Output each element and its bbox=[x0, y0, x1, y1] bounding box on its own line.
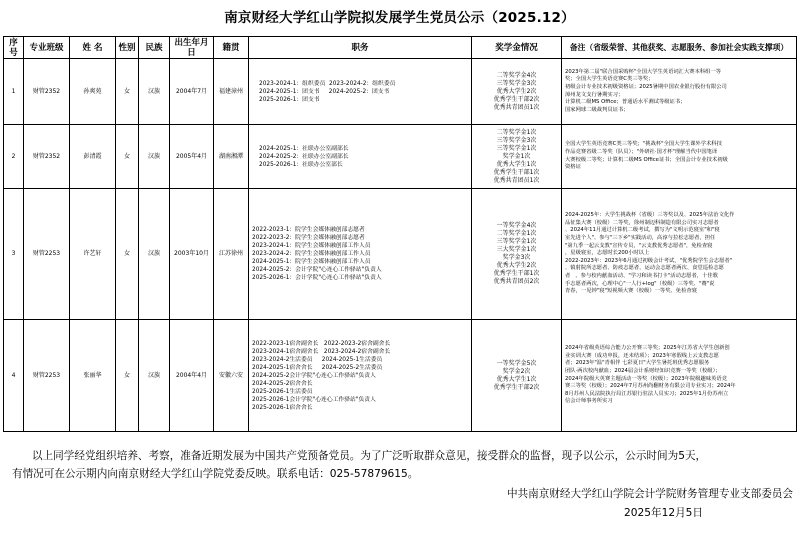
issue-date: 2025年12月5日 bbox=[624, 507, 703, 519]
cell-awards: 二等奖学金1次 三等奖学金3次 三等奖学金1次 奖学金1次 优秀大学生1次 优秀学生干部1次 优秀共青团员1次 bbox=[472, 125, 562, 189]
table-header-row bbox=[4, 37, 797, 59]
page-title: 南京财经大学红山学院拟发展学生党员公示（2025.12） bbox=[224, 10, 575, 26]
cell-birth: 2004年7月 bbox=[170, 59, 214, 125]
cell-no: 3 bbox=[4, 189, 24, 320]
header-awards: 奖学金情况 bbox=[472, 37, 562, 59]
table-row bbox=[4, 189, 797, 320]
cell-class: 财管2253 bbox=[24, 189, 70, 320]
header-no: 序号 bbox=[4, 37, 24, 59]
cell-no: 2 bbox=[4, 125, 24, 189]
header-remarks: 备注（省级荣誉、其他获奖、志愿服务、参加社会实践支撑项） bbox=[562, 37, 797, 59]
cell-remarks: 2024年省级英语综合能力公开赛三等奖；2025年江苏省大学生创新创 业实训大赛（成功申报，还未结项）；2023年寒假线上云支教志愿 者；2023年"温"青相伴 七彩夏日"大学生暑托班优秀志愿服务 团队·两次校内献血；2024届会计系财经知识竞赛一等奖（校级）； 2024年院级大英赛主题活动一等奖（校级）；2023年院级趣味英语竞 赛三等奖（校级）；2024年7月苏州尚翻财务有限公司专业实习；2024年 8月苏州人民法院执行局江苏银行驻法人员实习；2025年1月份苏州立 信会计师事务所实习 bbox=[562, 320, 797, 432]
cell-roles: 2022-2023-1：院学生会媒体融创部志愿者 2022-2023-2：院学生会媒体融创部志愿者 2023-2024-1：院学生会媒体融创部工作人员 2023-2024-2：院学生会媒体融创部工作人员 2024-2025-1：院学生会媒体融创部工作人员 2024-2025-2：会计学院"心连心工作驿站"负责人 2025-2026-1：会计学院"心连心工作驿站"负责人 bbox=[249, 189, 472, 320]
cell-class: 财管2352 bbox=[24, 59, 70, 125]
cell-no: 4 bbox=[4, 320, 24, 432]
header-ethnicity: 民族 bbox=[139, 37, 170, 59]
cell-awards: 二等奖学金4次 三等奖学金3次 优秀大学生2次 优秀学生干部2次 优秀共青团员1次 bbox=[472, 59, 562, 125]
table-row bbox=[4, 125, 797, 189]
cell-no: 1 bbox=[4, 59, 24, 125]
cell-awards: 一等奖学金4次 二等奖学金1次 三等奖学金1次 三大奖学金1次 奖学金3次 优秀大学生2次 优秀学生干部1次 优秀共青团员2次 bbox=[472, 189, 562, 320]
cell-ethnicity: 汉族 bbox=[139, 189, 170, 320]
cell-birth: 2003年10月 bbox=[170, 189, 214, 320]
cell-origin: 安徽六安 bbox=[214, 320, 249, 432]
cell-gender: 女 bbox=[116, 59, 139, 125]
cell-name: 许艺轩 bbox=[70, 189, 116, 320]
notice-line-1: 以上同学经党组织培养、考察，准备近期发展为中国共产党预备党员。为了广泛听取群众意见，接受群众的监督，现予以公示，公示时间为5天， bbox=[32, 450, 707, 462]
cell-roles: 2024-2025-1：社联办公室副部长 2024-2025-2：社联办公室副部长 2025-2026-1：社联办公室部长 bbox=[249, 125, 472, 189]
table-row bbox=[4, 59, 797, 125]
cell-birth: 2004年4月 bbox=[170, 320, 214, 432]
cell-roles: 2022-2023-1宿舍副舍长 2022-2023-2宿舍副舍长 2023-2024-1宿舍副舍长 2023-2024-2宿舍副舍长 2023-2024-2生活委员 2024-2025-1生活委员 2024-2025-1宿舍舍长 2024-2025-2生活委员 2024-2025-2会计学院"心连心工作驿站"负责人 2024-2025-2宿舍舍长 2025-2026-1生活委员 2025-2026-1会计学院"心连心工作驿站"负责人 2025-2026-1宿舍舍长 bbox=[249, 320, 472, 432]
cell-roles: 2023-2024-1：组织委员 2023-2024-2：组织委员 2024-2025-1：团支书 2024-2025-2：团支书 2025-2026-1：团支书 bbox=[249, 59, 472, 125]
header-origin: 籍贯 bbox=[214, 37, 249, 59]
cell-birth: 2005年4月 bbox=[170, 125, 214, 189]
cell-class: 财管2352 bbox=[24, 125, 70, 189]
cell-name: 彭清霞 bbox=[70, 125, 116, 189]
header-class: 专业班级 bbox=[24, 37, 70, 59]
notice-line-2: 有情况可在公示期内向南京财经大学红山学院党委反映。联系电话：025-57879615。 bbox=[12, 468, 419, 480]
cell-origin: 江苏徐州 bbox=[214, 189, 249, 320]
cell-remarks: 2024-2025年：大学生挑战杯（省级）三等奖以及、2025年法治文化作 品征集大赛（校级）二等奖，徐州制迈科制造有限公司实习志愿者 、2024年11月通过计算机二级考试，撰写为"文明示范寝室"和"寝 室先进个人"、参与"三下乡"实践活动，高淳与拉松志愿者，担任 "第九季一起云支教"宣传专员，"云支教优秀志愿者"，免检查寝 ，星级寝室，志愿时长200小时以上 2022-2023年：2023年6月通过初级会计考试，"优秀院学生会志愿者" 、镇射院所志愿者、防疫志愿者、运动会志愿者两次、食堂巡检志愿 者 、参与校内献血活动、"学习和读书打卡"活动志愿者，十佳歌 手志愿者两次，心理中心"一人行+log"（校级）三等奖、"賽"说 青春，一见钟"寝"短视频大赛（校级）一等奖、免检查寝 bbox=[562, 189, 797, 320]
header-name: 姓 名 bbox=[70, 37, 116, 59]
cell-ethnicity: 汉族 bbox=[139, 59, 170, 125]
candidate-table bbox=[3, 36, 797, 432]
header-roles: 职务 bbox=[249, 37, 472, 59]
notice-text bbox=[12, 447, 792, 483]
cell-gender: 女 bbox=[116, 320, 139, 432]
cell-remarks: 全国大学生英语竞赛C类三等奖；"挑战杯"全国大学生课外学术科技 作品竞赛省级二等奖（队员）；"外研社·国才杯"理解当代中国笔译 大赛校级二等奖；计算机二级MS Office证书；全国会计专业技术初级 资格证 bbox=[562, 125, 797, 189]
cell-awards: 一等奖学金5次 奖学金2次 优秀大学生1次 优秀学生干部2次 bbox=[472, 320, 562, 432]
cell-class: 财管2253 bbox=[24, 320, 70, 432]
cell-ethnicity: 汉族 bbox=[139, 125, 170, 189]
issuing-organization: 中共南京财经大学红山学院会计学院财务管理专业支部委员会 bbox=[506, 488, 793, 500]
cell-name: 孙爽苑 bbox=[70, 59, 116, 125]
cell-remarks: 2023年第二届"联合国采购杯"全国大学生英语词汇大赛本科组一等 奖；全国大学生英语竞赛C类三等奖； 初级会计专业技术初级资格证；2025暑期中国农业银行股份有限公司 漳州龙文支行暑期实习； 计算机二级MS Office；普通话水平测试等级证书； 国家网球二级裁判员证书； bbox=[562, 59, 797, 125]
header-birth: 出生年月日 bbox=[170, 37, 214, 59]
cell-ethnicity: 汉族 bbox=[139, 320, 170, 432]
cell-origin: 湖南湘潭 bbox=[214, 125, 249, 189]
cell-origin: 福建漳州 bbox=[214, 59, 249, 125]
cell-gender: 女 bbox=[116, 125, 139, 189]
cell-name: 张丽华 bbox=[70, 320, 116, 432]
cell-gender: 女 bbox=[116, 189, 139, 320]
table-row bbox=[4, 320, 797, 432]
header-gender: 性别 bbox=[116, 37, 139, 59]
